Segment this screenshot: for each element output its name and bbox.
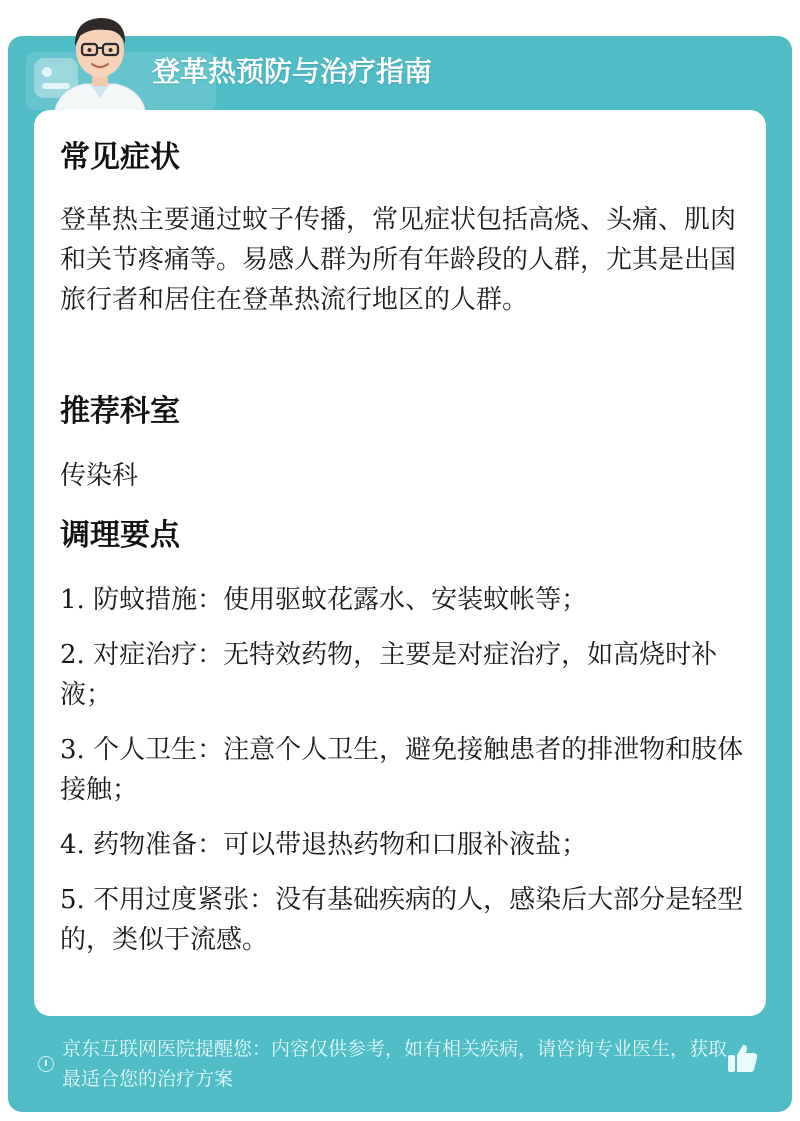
info-icon [38,1056,54,1072]
care-list [60,580,744,975]
care-item: 2. 对症治疗：无特效药物，主要是对症治疗，如高烧时补液； [60,640,718,710]
page-title: 登革热预防与治疗指南 [152,55,433,88]
footer-disclaimer: 京东互联网医院提醒您：内容仅供参考，如有相关疾病，请咨询专业医生，获取最适合您的治疗方案 [62,1038,728,1090]
thumbs-up-icon[interactable] [724,1040,760,1076]
symptoms-text: 登革热主要通过蚊子传播，常见症状包括高烧、头痛、肌肉和关节疼痛等。易感人群为所有年龄段的人群，尤其是出国旅行者和居住在登革热流行地区的人群。 [60,205,737,315]
care-item: 5. 不用过度紧张：没有基础疾病的人，感染后大部分是轻型的，类似于流感。 [60,885,744,955]
care-item: 4. 药物准备：可以带退热药物和口服补液盐； [60,830,588,860]
care-item: 1. 防蚊措施：使用驱蚊花露水、安装蚊帐等； [60,585,588,615]
department-text: 传染科 [60,461,139,491]
care-heading: 调理要点 [60,518,180,553]
care-item: 3. 个人卫生：注意个人卫生，避免接触患者的排泄物和肢体接触； [60,735,744,805]
doctor-avatar [44,6,156,114]
content-card [34,110,766,1016]
symptoms-heading: 常见症状 [60,140,180,175]
department-heading: 推荐科室 [60,394,180,429]
